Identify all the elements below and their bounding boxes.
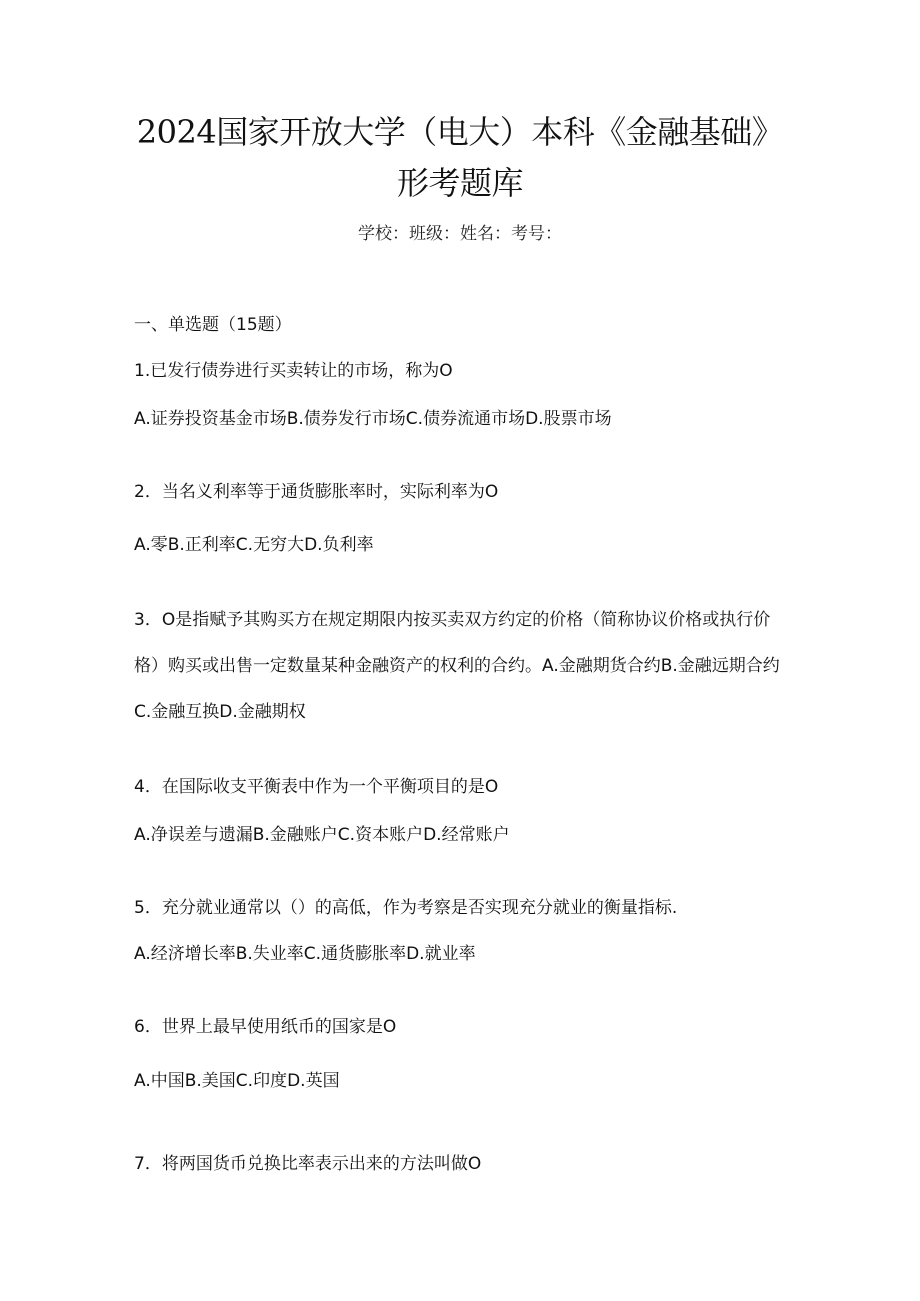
question-6-stem: 6．世界上最早使用纸币的国家是O — [134, 1017, 397, 1037]
question-6-options: A.中国B.美国C.印度D.英国 — [134, 1071, 340, 1091]
student-info-line: 学校：班级：姓名：考号： — [358, 224, 562, 244]
question-2-stem: 2．当名义利率等于通货膨胀率时，实际利率为O — [134, 482, 499, 502]
question-5-stem: 5．充分就业通常以（）的高低，作为考察是否实现充分就业的衡量指标. — [134, 898, 678, 918]
question-4-options: A.净误差与遗漏B.金融账户C.资本账户D.经常账户 — [134, 825, 510, 845]
section-heading: 一、单选题（15题） — [134, 315, 292, 335]
question-2-options: A.零B.正利率C.无穷大D.负利率 — [134, 535, 374, 555]
question-5-options: A.经济增长率B.失业率C.通货膨胀率D.就业率 — [134, 944, 476, 964]
document-title-line-1: 2024国家开放大学（电大）本科《金融基础》 — [136, 113, 784, 151]
question-7-stem: 7．将两国货币兑换比率表示出来的方法叫做O — [134, 1154, 482, 1174]
question-1-options: A.证券投资基金市场B.债券发行市场C.债券流通市场D.股票市场 — [134, 409, 612, 429]
question-1-stem: 1.已发行债券进行买卖转让的市场，称为O — [134, 361, 453, 381]
question-4-stem: 4．在国际收支平衡表中作为一个平衡项目的是O — [134, 777, 499, 797]
document-title-line-2: 形考题库 — [396, 164, 523, 202]
question-3-stem: 3．O是指赋予其购买方在规定期限内按买卖双方约定的价格（简称协议价格或执行价格）购买或出售一定数量某种金融资产的权利的合约。A.金融期货合约B.金融远期合约C.金融互换D.金融期权 — [134, 610, 780, 722]
